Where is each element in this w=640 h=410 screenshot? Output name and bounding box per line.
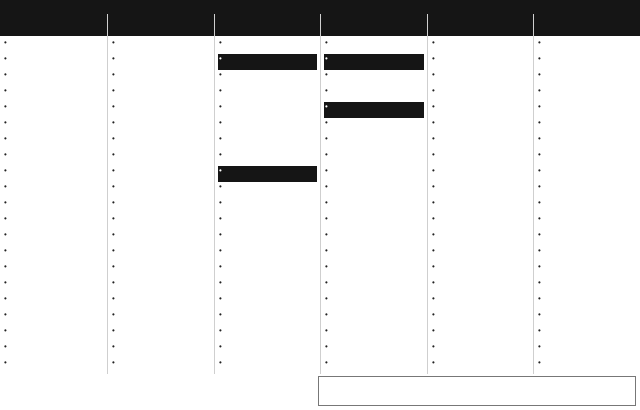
bullet-icon: • xyxy=(219,102,222,111)
bullet-icon: • xyxy=(325,134,328,143)
spec-row xyxy=(218,70,317,86)
spec-row xyxy=(431,134,530,150)
column-header xyxy=(534,14,640,36)
bullet-icon: • xyxy=(432,54,435,63)
bullet-icon: • xyxy=(219,214,222,223)
bullet-icon: • xyxy=(325,150,328,159)
spec-row xyxy=(324,118,424,134)
spec-row xyxy=(111,150,211,166)
bullet-icon: • xyxy=(112,262,115,271)
spec-row xyxy=(111,326,211,342)
spec-row xyxy=(324,230,424,246)
bullet-icon: • xyxy=(112,70,115,79)
spec-row xyxy=(537,326,637,342)
bullet-icon: • xyxy=(432,182,435,191)
spec-row xyxy=(218,246,317,262)
spec-row xyxy=(324,86,424,102)
spec-row xyxy=(431,118,530,134)
bullet-icon: • xyxy=(4,38,7,47)
bullet-icon: • xyxy=(432,38,435,47)
bullet-icon: • xyxy=(4,358,7,367)
footnote xyxy=(318,376,636,406)
bullet-icon: • xyxy=(325,102,328,111)
spec-row xyxy=(3,166,104,182)
bullet-icon: • xyxy=(325,54,328,63)
bullet-icon: • xyxy=(325,182,328,191)
bullet-icon: • xyxy=(112,166,115,175)
spec-row xyxy=(537,54,637,70)
column-header xyxy=(0,14,107,36)
spec-row xyxy=(218,166,317,182)
bullet-icon: • xyxy=(432,198,435,207)
bullet-icon: • xyxy=(112,326,115,335)
spec-row xyxy=(431,358,530,374)
bullet-icon: • xyxy=(219,230,222,239)
bullet-icon: • xyxy=(538,86,541,95)
spec-row xyxy=(537,310,637,326)
spec-row xyxy=(218,134,317,150)
spec-row xyxy=(111,246,211,262)
spec-row xyxy=(537,230,637,246)
spec-row xyxy=(324,70,424,86)
spec-row xyxy=(537,38,637,54)
spec-row xyxy=(218,118,317,134)
spec-row xyxy=(111,102,211,118)
spec-row xyxy=(218,198,317,214)
spec-row xyxy=(3,294,104,310)
spec-row xyxy=(324,150,424,166)
bullet-icon: • xyxy=(538,358,541,367)
spec-row xyxy=(111,54,211,70)
bullet-icon: • xyxy=(538,150,541,159)
bullet-icon: • xyxy=(112,86,115,95)
column-1 xyxy=(0,14,107,374)
spec-row xyxy=(3,326,104,342)
bullet-icon: • xyxy=(219,182,222,191)
bullet-icon: • xyxy=(432,214,435,223)
bullet-icon: • xyxy=(325,278,328,287)
spec-row xyxy=(218,102,317,118)
spec-row xyxy=(537,182,637,198)
bullet-icon: • xyxy=(219,262,222,271)
bullet-icon: • xyxy=(4,86,7,95)
bullet-icon: • xyxy=(219,150,222,159)
spec-row xyxy=(218,38,317,54)
spec-row xyxy=(111,278,211,294)
bullet-icon: • xyxy=(219,86,222,95)
spec-row xyxy=(218,310,317,326)
spec-row xyxy=(3,182,104,198)
bullet-icon: • xyxy=(219,118,222,127)
spec-row xyxy=(324,102,424,118)
bullet-icon: • xyxy=(325,70,328,79)
spec-row xyxy=(431,294,530,310)
credit-line xyxy=(4,396,314,406)
bullet-icon: • xyxy=(325,230,328,239)
spec-row xyxy=(324,262,424,278)
bullet-icon: • xyxy=(432,166,435,175)
bullet-icon: • xyxy=(538,246,541,255)
bullet-icon: • xyxy=(4,262,7,271)
spec-row xyxy=(324,182,424,198)
spec-row xyxy=(537,358,637,374)
spec-row xyxy=(324,134,424,150)
bullet-icon: • xyxy=(538,38,541,47)
bullet-icon: • xyxy=(4,54,7,63)
bullet-icon: • xyxy=(538,326,541,335)
spec-row xyxy=(111,182,211,198)
bullet-icon: • xyxy=(4,150,7,159)
column-4 xyxy=(320,14,427,374)
spec-row xyxy=(324,166,424,182)
spec-row xyxy=(3,198,104,214)
spec-row xyxy=(537,278,637,294)
bullet-icon: • xyxy=(432,150,435,159)
bullet-icon: • xyxy=(538,198,541,207)
spec-row xyxy=(3,246,104,262)
bullet-icon: • xyxy=(432,246,435,255)
bullet-icon: • xyxy=(4,310,7,319)
bullet-icon: • xyxy=(219,198,222,207)
bullet-icon: • xyxy=(538,70,541,79)
bullet-icon: • xyxy=(325,310,328,319)
spec-row xyxy=(537,102,637,118)
spec-row xyxy=(537,342,637,358)
bullet-icon: • xyxy=(325,86,328,95)
spec-row xyxy=(431,278,530,294)
spec-row xyxy=(431,214,530,230)
spec-row xyxy=(3,262,104,278)
bullet-icon: • xyxy=(219,278,222,287)
bullet-icon: • xyxy=(4,102,7,111)
spec-row xyxy=(111,214,211,230)
column-3 xyxy=(214,14,320,374)
bullet-icon: • xyxy=(112,150,115,159)
spec-row xyxy=(111,118,211,134)
spec-row xyxy=(218,182,317,198)
spec-row xyxy=(537,150,637,166)
spec-row xyxy=(218,278,317,294)
bullet-icon: • xyxy=(432,358,435,367)
spec-row xyxy=(111,86,211,102)
bullet-icon: • xyxy=(219,294,222,303)
spec-row xyxy=(324,294,424,310)
spec-row xyxy=(431,342,530,358)
spec-row xyxy=(218,358,317,374)
spec-row xyxy=(537,70,637,86)
bullet-icon: • xyxy=(112,118,115,127)
bullet-icon: • xyxy=(4,294,7,303)
bullet-icon: • xyxy=(325,38,328,47)
bullet-icon: • xyxy=(4,342,7,351)
bullet-icon: • xyxy=(538,310,541,319)
page-header xyxy=(0,0,640,14)
bullet-icon: • xyxy=(432,342,435,351)
spec-row xyxy=(537,214,637,230)
column-2 xyxy=(107,14,214,374)
bullet-icon: • xyxy=(325,166,328,175)
column-header xyxy=(215,14,320,36)
bullet-icon: • xyxy=(112,278,115,287)
column-header xyxy=(108,14,214,36)
bullet-icon: • xyxy=(219,70,222,79)
spec-row xyxy=(431,326,530,342)
spec-row xyxy=(324,246,424,262)
bullet-icon: • xyxy=(538,262,541,271)
column-header xyxy=(321,14,427,36)
bullet-icon: • xyxy=(112,358,115,367)
bullet-icon: • xyxy=(538,118,541,127)
bullet-icon: • xyxy=(325,342,328,351)
spec-row xyxy=(218,150,317,166)
bullet-icon: • xyxy=(325,118,328,127)
bullet-icon: • xyxy=(112,310,115,319)
bullet-icon: • xyxy=(4,230,7,239)
spec-row xyxy=(218,342,317,358)
spec-row xyxy=(324,54,424,70)
bullet-icon: • xyxy=(432,310,435,319)
spec-row xyxy=(3,358,104,374)
spec-row xyxy=(324,214,424,230)
spec-row xyxy=(537,198,637,214)
spec-row xyxy=(3,54,104,70)
spec-row xyxy=(431,166,530,182)
spec-row xyxy=(3,310,104,326)
spec-row xyxy=(324,278,424,294)
spec-row xyxy=(3,102,104,118)
spec-row xyxy=(111,166,211,182)
spec-row xyxy=(324,38,424,54)
spec-row xyxy=(431,198,530,214)
spec-row xyxy=(431,70,530,86)
column-6 xyxy=(533,14,640,374)
spec-row xyxy=(3,150,104,166)
bullet-icon: • xyxy=(219,54,222,63)
spec-row xyxy=(111,70,211,86)
bullet-icon: • xyxy=(432,230,435,239)
spec-row xyxy=(431,38,530,54)
bullet-icon: • xyxy=(4,214,7,223)
spec-row xyxy=(537,166,637,182)
bullet-icon: • xyxy=(4,166,7,175)
spec-row xyxy=(111,342,211,358)
bullet-icon: • xyxy=(538,102,541,111)
bullet-icon: • xyxy=(538,294,541,303)
bullet-icon: • xyxy=(325,262,328,271)
column-header xyxy=(428,14,533,36)
bullet-icon: • xyxy=(432,86,435,95)
bullet-icon: • xyxy=(4,118,7,127)
bullet-icon: • xyxy=(432,118,435,127)
bullet-icon: • xyxy=(432,70,435,79)
spec-row xyxy=(111,134,211,150)
bullet-icon: • xyxy=(4,70,7,79)
spec-row xyxy=(111,262,211,278)
bullet-icon: • xyxy=(538,214,541,223)
bullet-icon: • xyxy=(432,326,435,335)
spec-row xyxy=(218,262,317,278)
bullet-icon: • xyxy=(219,246,222,255)
bullet-icon: • xyxy=(4,198,7,207)
spec-row xyxy=(218,294,317,310)
spec-row xyxy=(537,246,637,262)
bullet-icon: • xyxy=(538,54,541,63)
bullet-icon: • xyxy=(112,294,115,303)
spec-row xyxy=(324,342,424,358)
spec-row xyxy=(431,182,530,198)
bullet-icon: • xyxy=(4,134,7,143)
spec-row xyxy=(537,134,637,150)
bullet-icon: • xyxy=(112,214,115,223)
bullet-icon: • xyxy=(219,310,222,319)
bullet-icon: • xyxy=(538,134,541,143)
bullet-icon: • xyxy=(538,166,541,175)
spec-row xyxy=(111,358,211,374)
bullet-icon: • xyxy=(325,198,328,207)
bullet-icon: • xyxy=(219,342,222,351)
bullet-icon: • xyxy=(538,278,541,287)
bullet-icon: • xyxy=(432,294,435,303)
bullet-icon: • xyxy=(538,342,541,351)
bullet-icon: • xyxy=(4,326,7,335)
spec-row xyxy=(3,342,104,358)
spec-row xyxy=(218,230,317,246)
bullet-icon: • xyxy=(219,326,222,335)
bullet-icon: • xyxy=(325,358,328,367)
bullet-icon: • xyxy=(219,38,222,47)
spec-row xyxy=(3,134,104,150)
bullet-icon: • xyxy=(325,214,328,223)
bullet-icon: • xyxy=(325,326,328,335)
bullet-icon: • xyxy=(112,38,115,47)
spec-row xyxy=(537,86,637,102)
spec-row xyxy=(111,294,211,310)
bullet-icon: • xyxy=(538,182,541,191)
bullet-icon: • xyxy=(112,198,115,207)
spec-row xyxy=(111,38,211,54)
spec-row xyxy=(111,198,211,214)
spec-row xyxy=(324,198,424,214)
spec-row xyxy=(3,230,104,246)
spec-row xyxy=(3,214,104,230)
bullet-icon: • xyxy=(432,262,435,271)
spec-row xyxy=(431,150,530,166)
spec-row xyxy=(431,230,530,246)
spec-row xyxy=(111,310,211,326)
spec-row xyxy=(111,230,211,246)
spec-row xyxy=(431,54,530,70)
spec-row xyxy=(218,86,317,102)
bullet-icon: • xyxy=(112,246,115,255)
bullet-icon: • xyxy=(219,134,222,143)
bullet-icon: • xyxy=(112,182,115,191)
spec-row xyxy=(218,214,317,230)
bullet-icon: • xyxy=(432,102,435,111)
spec-row xyxy=(537,262,637,278)
bullet-icon: • xyxy=(112,54,115,63)
spec-row xyxy=(431,262,530,278)
bullet-icon: • xyxy=(432,134,435,143)
spec-row xyxy=(431,86,530,102)
bullet-icon: • xyxy=(4,278,7,287)
spec-row xyxy=(3,118,104,134)
bullet-icon: • xyxy=(219,358,222,367)
bullet-icon: • xyxy=(325,246,328,255)
spec-row xyxy=(431,102,530,118)
bullet-icon: • xyxy=(112,230,115,239)
spec-row xyxy=(3,70,104,86)
spec-row xyxy=(324,326,424,342)
spec-row xyxy=(218,54,317,70)
comparison-columns xyxy=(0,14,640,374)
spec-row xyxy=(431,246,530,262)
bullet-icon: • xyxy=(112,342,115,351)
column-5 xyxy=(427,14,533,374)
bullet-icon: • xyxy=(112,134,115,143)
spec-row xyxy=(218,326,317,342)
spec-row xyxy=(324,358,424,374)
spec-row xyxy=(324,310,424,326)
spec-row xyxy=(3,278,104,294)
bullet-icon: • xyxy=(538,230,541,239)
bullet-icon: • xyxy=(4,246,7,255)
spec-row xyxy=(431,310,530,326)
spec-row xyxy=(537,294,637,310)
spec-row xyxy=(3,86,104,102)
bullet-icon: • xyxy=(325,294,328,303)
spec-row xyxy=(537,118,637,134)
bullet-icon: • xyxy=(4,182,7,191)
bullet-icon: • xyxy=(432,278,435,287)
bullet-icon: • xyxy=(112,102,115,111)
bullet-icon: • xyxy=(219,166,222,175)
spec-row xyxy=(3,38,104,54)
